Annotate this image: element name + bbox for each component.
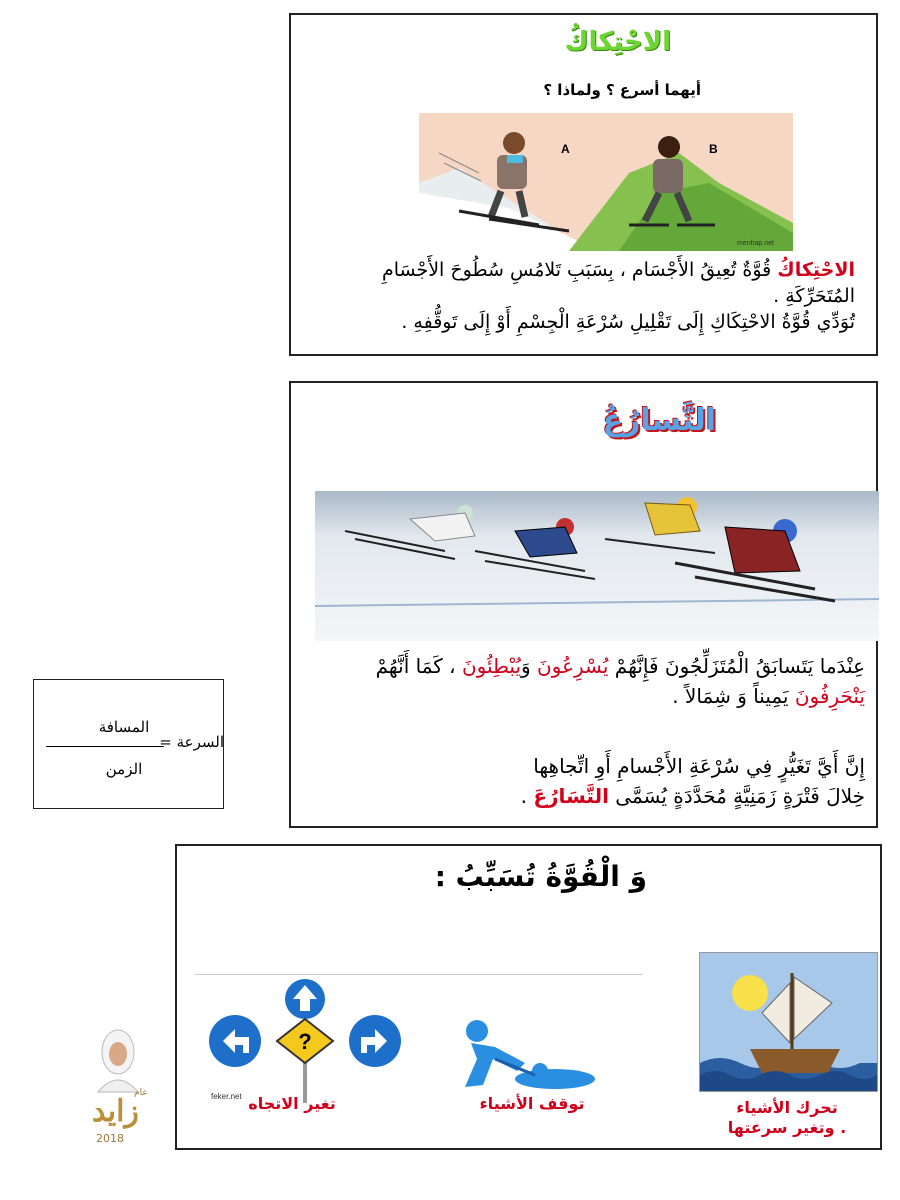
logo-year: 2018 bbox=[96, 1132, 124, 1145]
friction-definition-line1: قُوَّةٌ تُعِيقُ الأَجْسَام ، بِسَبَبِ تَلامُسِ سُطُوحَ الأَجْسَامِ bbox=[381, 259, 772, 281]
p2-line2-end: . bbox=[520, 784, 534, 808]
p2-acceleration-term: التَّسَارُعَ bbox=[533, 784, 609, 808]
caption-direction-change: تغير الاتجاه bbox=[248, 1094, 336, 1113]
friction-image-credit: menhap.net bbox=[737, 240, 774, 247]
force-heading: وَ الْقُوَّةُ تُسَبِّبُ : bbox=[434, 860, 647, 893]
caption-moving-line1: تحرك الأشياء bbox=[736, 1098, 838, 1117]
caption-stopping: توقف الأشياء bbox=[479, 1094, 585, 1113]
ski-race-photo bbox=[315, 491, 879, 641]
p1-text-d: يَمِيناً وَ شِمَالاً . bbox=[672, 684, 795, 708]
friction-definition-line2: المُتَحَرِّكَةِ . bbox=[773, 285, 855, 307]
speed-formula-box bbox=[33, 679, 224, 809]
p1-text-c: ، كَمَا أَنَّهُمْ bbox=[375, 654, 462, 678]
friction-section bbox=[289, 13, 878, 356]
formula-denominator: الزمن bbox=[105, 760, 143, 778]
p1-text-a: عِنْدَما يَتَسابَقُ الْمُتَزَلِّجُونَ فَإِنَّهُمْ bbox=[608, 654, 865, 678]
direction-image-credit: feker.net bbox=[211, 1092, 242, 1101]
friction-term: الاحْتِكاكُ bbox=[777, 259, 855, 281]
caption-moving-line2: وتغير سرعتها . bbox=[727, 1118, 847, 1137]
formula-numerator: المسافة bbox=[98, 718, 150, 736]
up-arrow-icon bbox=[285, 979, 325, 1019]
friction-definition bbox=[311, 257, 855, 335]
p1-slow-down: يُبْطِئُونَ bbox=[461, 654, 522, 678]
question-mark: ? bbox=[298, 1029, 312, 1054]
friction-illustration bbox=[419, 113, 793, 251]
label-a: A bbox=[561, 142, 570, 156]
caption-moving bbox=[697, 1098, 877, 1138]
ship-image bbox=[699, 952, 878, 1092]
p1-speed-up: يُسْرِعُونَ bbox=[537, 654, 609, 678]
p2-line2-text: خِلالَ فَتْرَةٍ زَمَنِيَّةٍ مُحَدَّدَةٍ يُسَمَّى bbox=[608, 784, 865, 808]
acceleration-title: التَّسارُعُ bbox=[602, 403, 716, 438]
p1-text-b: وَ bbox=[521, 654, 538, 678]
p1-turn: يَنْحَرِفُونَ bbox=[794, 684, 865, 708]
logo-word: زايد bbox=[92, 1094, 139, 1129]
formula-fraction-line bbox=[46, 746, 164, 747]
friction-title: الاحْتِكاكُ bbox=[564, 27, 671, 57]
friction-question: أيهما أسرع ؟ ولماذا ؟ bbox=[543, 81, 701, 99]
logo-small: عام bbox=[134, 1088, 148, 1098]
force-section bbox=[175, 844, 882, 1150]
direction-image bbox=[195, 974, 643, 1105]
label-b: B bbox=[709, 142, 718, 156]
right-arrow-icon bbox=[349, 1015, 401, 1067]
acceleration-paragraph-1 bbox=[321, 651, 865, 711]
friction-effect: تُوَدِّي قُوَّةُ الاحْتِكَاكِ إِلَى تَقْلِيلِ سُرْعَةِ الْجِسْمِ أَوْ إِلَى تَوقُّفِهِ . bbox=[401, 311, 855, 333]
p2-line1: إِنَّ أَيَّ تَغَيُّرٍ فِي سُرْعَةِ الأَجْسامِ أَوِ اتِّجاهِها bbox=[533, 754, 865, 778]
acceleration-paragraph-2 bbox=[321, 751, 865, 811]
portrait-icon bbox=[98, 1030, 138, 1092]
formula-lhs: السرعة = bbox=[159, 733, 224, 751]
acceleration-section bbox=[289, 381, 878, 828]
left-arrow-icon bbox=[209, 1015, 261, 1067]
zayed-year-logo bbox=[88, 1022, 158, 1148]
